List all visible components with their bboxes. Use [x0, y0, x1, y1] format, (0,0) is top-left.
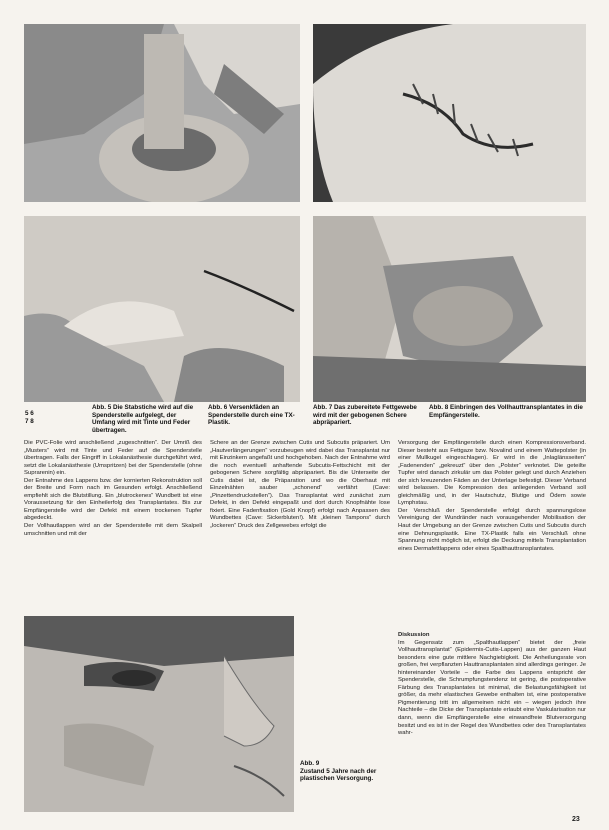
figure-7-photo — [24, 216, 300, 402]
text-column-left — [24, 440, 202, 538]
figure-number-labels — [25, 410, 47, 426]
right-paragraph-1: Versorgung der Empfängerstelle durch einen Kompressionsverband. Dieser besteht aus Fettgaze bzw. Novalind und einem Wattepolster (in einer Mullkugel eingeschlagen). Er wird in die „Inlaglänsseiten“ „Fadenenden“ „gekreuzt“ über den „Polster“ verknotet. Die geteilte Tupfer wird danach zirkulär um das Polster gelegt und durch Anziehen der sich kreuzenden Fäden an der Unterlage befestigt. Dieser Verband wird belassen. Die Kompression des anliegenden Verband soll gleichmäßig und, in der Hautschutz, Blutige und Ödem sowie Lymphstau. — [398, 440, 586, 507]
caption-9-label: Abb. 9 — [300, 760, 320, 767]
caption-5-label: Abb. 5 — [92, 404, 112, 411]
caption-8-text: Einbringen des Vollhauttransplantates in die Empfängerstelle. — [429, 404, 583, 419]
figure-5-photo — [24, 24, 300, 202]
left-paragraph-3: Der Vollhautlappen wird an der Spenderstelle mit dem Skalpell umschnitten und mit der — [24, 523, 202, 537]
text-column-right — [398, 440, 586, 553]
caption-7-text: Das zubereitete Fettgewebe wird mit der gebogenen Schere abpräpariert. — [313, 404, 417, 427]
figure-9-photo — [24, 616, 294, 812]
figure-labels-row-1: 5 6 — [25, 410, 34, 417]
left-paragraph-2: Der Entnahme des Lappens bzw. der kornierten Rekonstruktion soll der Breite und Form nach im Gesunden erfolgt. Anschließend empfiehlt sich die Blutstillung. Ein „blutrockenes“ Wundbett ist eine Voraussetzung für den Einheilerfolg des Transplantates. Bis zur Empfängerstelle wird der Defekt mit einem trockenen Tupfer abgedeckt. — [24, 477, 202, 522]
caption-6-label: Abb. 6 — [208, 404, 228, 411]
caption-9-text: Zustand 5 Jahre nach der plastischen Versorgung. — [300, 767, 377, 783]
caption-abb-8 — [429, 404, 586, 419]
caption-8-label: Abb. 8 — [429, 404, 449, 411]
caption-abb-6 — [208, 404, 300, 427]
right-paragraph-2: Der Verschluß der Spenderstelle erfolgt durch spannungslose Vereinigung der Wundränder nach vorausgehender Mobilisation der Haut der Umgebung an der Grenze zwischen Cutis und Subcutis durch eine Dehnungsplastik. Eine TX-Plastik falls ein Verschluß ohne Spannung nicht möglich ist, erfolgt die Deckung mittels Transplantation eines Dermafettlappens oder eines Spalthauttransplantates. — [398, 507, 586, 552]
discussion-section — [398, 632, 586, 738]
caption-abb-5 — [92, 404, 200, 434]
discussion-text: Im Gegensatz zum „Spalthautlappen“ bietet der „freie Vollhauttransplantat“ (Epidermis-Cutis-Lappen) aus der ganzen Haut besonders eine gute mittlere Nachgiebigkeit. Die Anheilungsrate von großen, frei verpflanzten Hauttransplantaten sind allerdings geringer. Je hintereinander Vorteile – die Farbe des Lappens entspricht der Spenderstelle, die Schrumpfungstendenz ist gering, die postoperative Färbung des Transplantates ist minimal, die Belastungsfähigkeit ist größer, da mehr elastisches Gewebe enthalten ist, eine postoperative Pigmentierung tritt im allgemeinen nicht ein – wiegen jedoch ihre Nachteile – die Dicke der Transplantate erlaubt eine Vaskularisation nur dann, wenn die Empfängerstelle eine einwandfreie Blutversorgung besitzt und es ist in der Regel des Wundbettes oder des Transplantates wahr- — [398, 639, 586, 737]
caption-abb-7 — [313, 404, 421, 427]
figure-labels-row-2: 7 8 — [25, 418, 34, 425]
figure-6-photo — [313, 24, 586, 202]
page-number: 23 — [572, 816, 580, 823]
caption-7-label: Abb. 7 — [313, 404, 333, 411]
left-paragraph-1: Die PVC-Folie wird anschließend „zugeschnitten“. Der Umriß des „Musters“ wird mit Tinte und Feder auf die Spenderstelle übertragen. Falls der Eingriff in Lokalanästhesie durchgeführt wird, setzt die Lokalanästhesie (Umspritzen) bei der Spenderstelle (ohne Suprarenin) ein. — [24, 440, 202, 477]
caption-6-text: Versenkfäden an Spenderstelle durch eine TX-Plastik. — [208, 404, 295, 427]
middle-paragraph-1: Schere an der Grenze zwischen Cutis und Subcutis präpariert. Um „Hautverlängerungen“ vorzubeugen wird dabei das Transplantat nur mit Einzinkern angefaßt und hochgehoben. Nach der Entnahme wird die noch eventuell anhaftende Subcutis-Fettschicht mit der gebogenen Schere sorgfältig abpräpariert. Bis die Unterseite der Cutis dabei ist, die Präparation und wo die Oberhaut mit Einzelnähten sauber „schonend“ verfährt (Cave: „Pinzettendruckstellen“). Das Transplantat wird zunächst zum Defekt, in den Defekt eingepaßt und dort durch Knopfnähte lose fixiert. Eine Fadenfixation (Gold Knopf) erfolgt nach Anpassen des Wundbettes (Cave: Sickerbluten!). Mit „kleinen Tampons“ durch „lockeren“ Druck des Zellgewebes erfolgt die — [210, 440, 390, 530]
figure-8-photo — [313, 216, 586, 402]
discussion-heading: Diskussion — [398, 632, 430, 638]
caption-abb-9 — [300, 760, 390, 783]
text-column-middle — [210, 440, 390, 531]
caption-5-text: Die Stabstiche wird auf die Spenderstelle aufgelegt, der Umfang wird mit Tinte und Feder übertragen. — [92, 404, 194, 434]
